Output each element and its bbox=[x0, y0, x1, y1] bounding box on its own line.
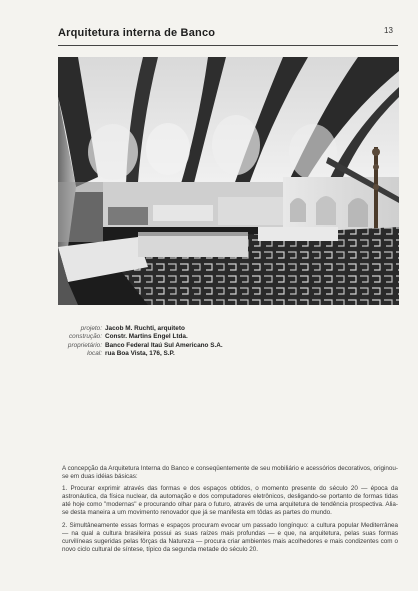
paragraph-1: 1. Procurar exprimir através das formas e dos espaços obtidos, o momento presente do século 20 — época da astronáutica, da física nuclear, da automação e dos computadores eletrônicos, desligando-se portanto de formas tidas até hoje como "modernas" e procurando olhar para o futuro, através de uma arquitetura de tendência prospectiva. Alia-se desta maneira a um movimento renovador que já se manifesta em tôdas as partes do mundo. bbox=[62, 485, 398, 517]
title-divider bbox=[58, 45, 398, 46]
credit-value: rua Boa Vista, 176, S.P. bbox=[105, 349, 175, 357]
paragraph-intro: A concepção da Arquitetura Interna do Banco e conseqüentemente de seu mobiliário e acessórios decorativos, originou-se em duas idéias básicas: bbox=[62, 465, 398, 481]
credit-row-construcao bbox=[58, 333, 378, 341]
credit-label: construção: bbox=[68, 333, 102, 341]
credit-value: Jacob M. Ruchti, arquiteto bbox=[105, 325, 185, 332]
credit-row-projeto bbox=[58, 325, 378, 333]
paragraph-2: 2. Simultâneamente essas formas e espaços procuram evocar um passado longínquo: a cultura popular Mediterrânea — na qual a cultura brasileira possui as suas raízes mais profundas — e que, na arquitetura, pelas suas formas curvilíneas sugeridas pelas fôrças da Natureza — procura criar ambientes mais acolhedores e mais condizentes com o novo ciclo cultural de síntese, típico da segunda metade do século 20. bbox=[62, 521, 398, 553]
article-body bbox=[62, 465, 398, 558]
credit-label: local: bbox=[87, 349, 102, 357]
page-title: Arquitetura interna de Banco bbox=[58, 27, 216, 39]
credit-value: Constr. Martins Engel Ltda. bbox=[105, 333, 188, 341]
project-credits bbox=[58, 325, 378, 358]
bank-interior-photo bbox=[58, 57, 399, 305]
credit-value: Banco Federal Itaú Sul Americano S.A. bbox=[105, 341, 223, 349]
credit-row-local bbox=[58, 350, 378, 358]
credit-label: proprietário: bbox=[67, 341, 102, 349]
credit-row-proprietario bbox=[58, 342, 378, 350]
credit-label: projeto: bbox=[80, 325, 102, 332]
page-number: 13 bbox=[384, 26, 393, 35]
